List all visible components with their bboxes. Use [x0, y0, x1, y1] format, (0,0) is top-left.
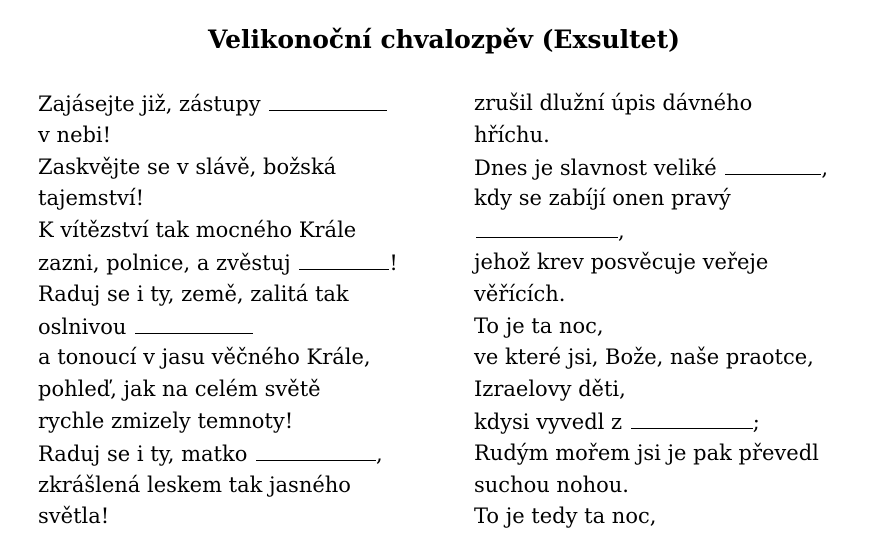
text-line — [474, 311, 884, 343]
text-line — [38, 311, 458, 343]
line-text: Izraelovy děti, — [474, 377, 626, 402]
fill-in-blank[interactable] — [725, 152, 821, 175]
text-line — [474, 152, 884, 184]
left-column — [38, 88, 458, 533]
line-text: v nebi! — [38, 122, 112, 147]
right-column — [474, 88, 884, 533]
line-text: zkrášlená leskem tak jasného — [38, 472, 351, 497]
line-text: a tonoucí v jasu věčného Krále, — [38, 345, 371, 370]
line-text: zrušil dlužní úpis dávného — [474, 91, 753, 115]
line-text: Rudým mořem jsi je pak převedl — [474, 440, 819, 465]
text-line — [474, 247, 884, 279]
line-text: Raduj se i ty, matko — [38, 441, 255, 466]
text-line — [474, 88, 884, 120]
line-punctuation: , — [376, 441, 383, 466]
fill-in-blank[interactable] — [269, 88, 387, 111]
line-punctuation: ! — [389, 250, 398, 275]
line-text: tajemství! — [38, 186, 145, 211]
text-line — [38, 152, 458, 184]
line-text: hříchu. — [474, 122, 550, 147]
text-line — [38, 374, 458, 406]
text-line — [38, 342, 458, 374]
text-line — [474, 120, 884, 152]
line-punctuation: ; — [752, 409, 760, 434]
text-line — [38, 88, 458, 120]
line-text: kdysi vyvedl z — [474, 409, 629, 434]
text-line — [38, 247, 458, 279]
line-text: rychle zmizely temnoty! — [38, 408, 294, 433]
line-text: světla! — [38, 504, 110, 529]
line-text: To je tedy ta noc, — [474, 504, 657, 529]
text-line — [38, 501, 458, 533]
text-line — [474, 406, 884, 438]
line-text: ve které jsi, Bože, naše praotce, — [474, 345, 814, 370]
line-text: pohleď, jak na celém světě — [38, 377, 321, 402]
line-text: To je ta noc, — [474, 313, 604, 338]
line-text: Zaskvějte se v slávě, božská — [38, 154, 337, 179]
line-text: zazni, polnice, a zvěstuj — [38, 250, 298, 275]
fill-in-blank[interactable] — [135, 311, 253, 334]
fill-in-blank[interactable] — [256, 438, 376, 461]
text-line — [38, 183, 458, 215]
text-line — [38, 279, 458, 311]
text-line — [474, 215, 884, 247]
text-line — [474, 342, 884, 374]
text-line — [38, 438, 458, 470]
text-line — [474, 438, 884, 470]
line-text: věřících. — [474, 281, 566, 306]
line-text: kdy se zabíjí onen pravý — [474, 186, 731, 211]
text-line — [474, 374, 884, 406]
line-punctuation: , — [821, 155, 829, 180]
line-punctuation: , — [618, 219, 625, 244]
line-text: suchou nohou. — [474, 472, 629, 497]
text-line — [38, 215, 458, 247]
line-text: jehož krev posvěcuje veřeje — [474, 249, 769, 274]
line-text: K vítězství tak mocného Krále — [38, 218, 357, 243]
text-line — [474, 470, 884, 502]
fill-in-blank[interactable] — [299, 247, 389, 270]
line-text: Zajásejte již, zástupy — [38, 92, 268, 116]
fill-in-blank[interactable] — [631, 406, 753, 429]
text-line — [38, 470, 458, 502]
line-text: oslnivou — [38, 314, 134, 339]
text-line — [38, 120, 458, 152]
text-line — [474, 279, 884, 311]
fill-in-blank[interactable] — [476, 215, 618, 238]
line-text: Dnes je slavnost veliké — [474, 155, 724, 180]
text-line — [38, 406, 458, 438]
text-line — [474, 183, 884, 215]
text-line — [474, 501, 884, 533]
line-text: Raduj se i ty, země, zalitá tak — [38, 281, 349, 306]
document-title: Velikonoční chvalozpěv (Exsultet) — [208, 25, 680, 54]
